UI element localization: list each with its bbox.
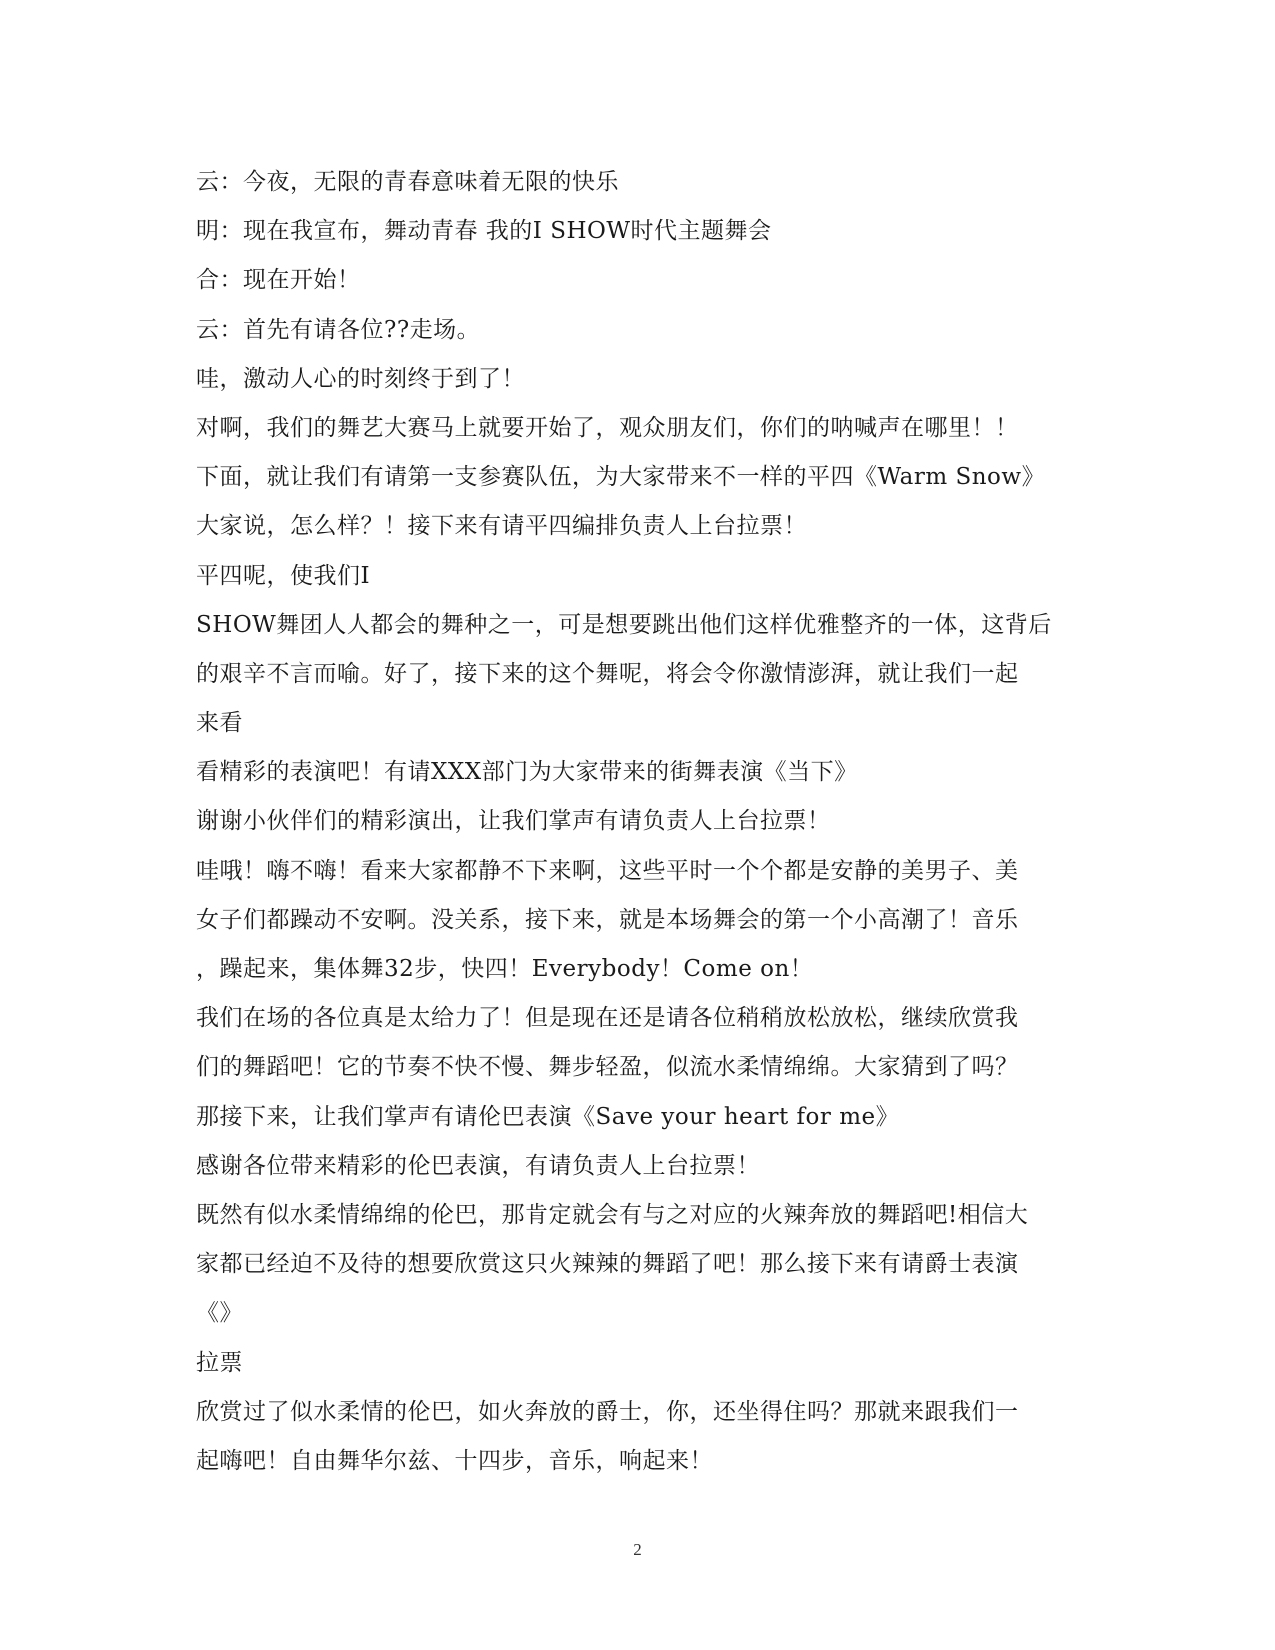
text-line-7: 下面，就让我们有请第一支参赛队伍，为大家带来不一样的平四《Warm Snow》 <box>196 464 1046 491</box>
body-text <box>196 158 1086 1486</box>
text-line-14: 谢谢小伙伴们的精彩演出，让我们掌声有请负责人上台拉票！ <box>196 808 831 835</box>
text-line-26: 欣赏过了似水柔情的伦巴，如火奔放的爵士，你，还坐得住吗？那就来跟我们一 <box>196 1398 1019 1425</box>
text-line-9: 平四呢，使我们I <box>196 562 371 589</box>
text-line-1: 云：今夜，无限的青春意味着无限的快乐 <box>196 169 619 195</box>
text-line-17: ，躁起来，集体舞32步，快四！Everybody！Come on！ <box>196 956 814 982</box>
text-line-24: 《》 <box>196 1300 243 1327</box>
text-line-6: 对啊，我们的舞艺大赛马上就要开始了，观众朋友们，你们的呐喊声在哪里！！ <box>196 414 1019 441</box>
text-line-20: 那接下来，让我们掌声有请伦巴表演《Save your heart for me》 <box>196 1103 900 1130</box>
text-line-19: 们的舞蹈吧！它的节奏不快不慢、舞步轻盈，似流水柔情绵绵。大家猜到了吗？ <box>196 1054 1019 1081</box>
text-line-15: 哇哦！嗨不嗨！看来大家都静不下来啊，这些平时一个个都是安静的美男子、美 <box>196 857 1019 884</box>
text-line-22: 既然有似水柔情绵绵的伦巴，那肯定就会有与之对应的火辣奔放的舞蹈吧!相信大 <box>196 1201 1029 1228</box>
text-line-2: 明：现在我宣布，舞动青春 我的I SHOW时代主题舞会 <box>196 218 772 245</box>
page-number: 2 <box>633 1540 642 1559</box>
text-line-5: 哇，激动人心的时刻终于到了！ <box>196 365 525 392</box>
text-line-13: 看精彩的表演吧！有请XXX部门为大家带来的街舞表演《当下》 <box>196 759 858 786</box>
text-line-25: 拉票 <box>196 1349 243 1376</box>
text-line-16: 女子们都躁动不安啊。没关系，接下来，就是本场舞会的第一个小高潮了！音乐 <box>196 906 1019 933</box>
text-line-27: 起嗨吧！自由舞华尔兹、十四步，音乐，响起来！ <box>196 1447 713 1474</box>
text-line-18: 我们在场的各位真是太给力了！但是现在还是请各位稍稍放松放松，继续欣赏我 <box>196 1005 1019 1032</box>
text-line-8: 大家说，怎么样？！接下来有请平四编排负责人上台拉票！ <box>196 513 807 540</box>
text-line-4: 云：首先有请各位??走场。 <box>196 316 481 343</box>
text-line-10: SHOW舞团人人都会的舞种之一，可是想要跳出他们这样优雅整齐的一体，这背后 <box>196 611 1052 638</box>
text-line-3: 合：现在开始！ <box>196 267 361 294</box>
text-line-12: 来看 <box>196 710 243 737</box>
text-line-23: 家都已经迫不及待的想要欣赏这只火辣辣的舞蹈了吧！那么接下来有请爵士表演 <box>196 1251 1019 1278</box>
text-line-11: 的艰辛不言而喻。好了，接下来的这个舞呢，将会令你激情澎湃，就让我们一起 <box>196 660 1019 687</box>
text-line-21: 感谢各位带来精彩的伦巴表演，有请负责人上台拉票！ <box>196 1152 760 1179</box>
